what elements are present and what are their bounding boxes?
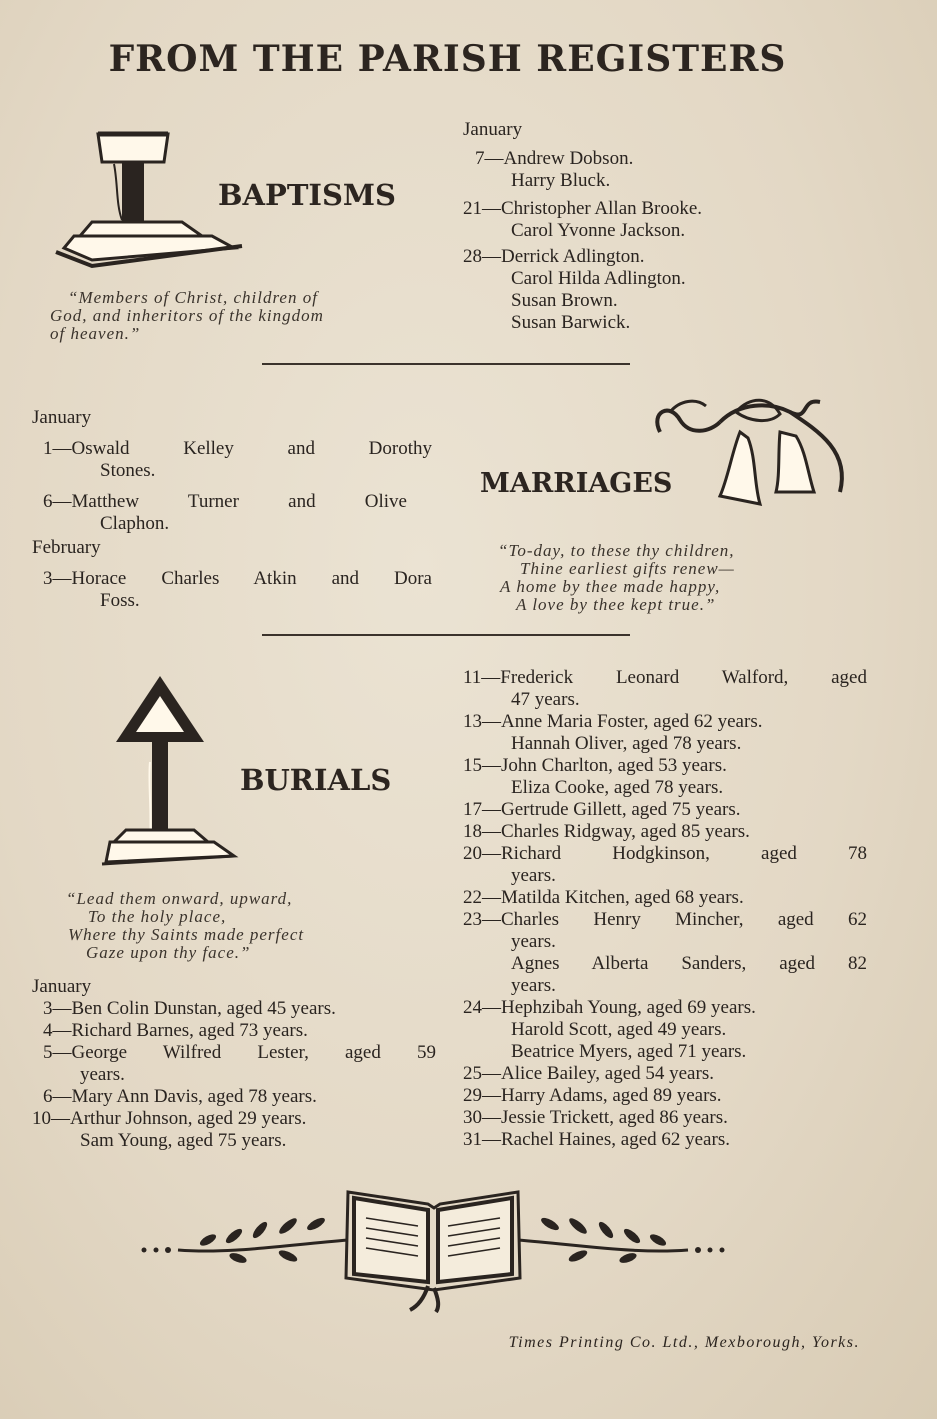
- marriages-list: [32, 407, 432, 612]
- entry-text: Beatrice Myers, aged 71 years.: [511, 1041, 747, 1062]
- entry-text: 25—Alice Bailey, aged 54 years.: [463, 1063, 714, 1084]
- burials-list-right: [463, 667, 867, 1151]
- list-item: [32, 568, 432, 590]
- entry-text: years.: [80, 1064, 125, 1085]
- entry-text: 1—Oswald Kelley and Dorothy: [43, 438, 432, 459]
- list-item: [463, 733, 867, 755]
- list-item: [32, 1042, 436, 1064]
- entry-text: 11—Frederick Leonard Walford, aged: [463, 667, 867, 688]
- marriages-month: February: [32, 537, 101, 558]
- burials-verse-line: Where thy Saints made perfect: [68, 925, 305, 944]
- baptisms-heading: BAPTISMS: [218, 178, 396, 212]
- entry-text: 3—Ben Colin Dunstan, aged 45 years.: [43, 998, 336, 1019]
- list-item: [463, 931, 867, 953]
- entry-text: 24—Hephzibah Young, aged 69 years.: [463, 997, 756, 1018]
- baptisms-list: [463, 119, 863, 334]
- entry-text: 18—Charles Ridgway, aged 85 years.: [463, 821, 750, 842]
- entry-name: Carol Hilda Adlington.: [511, 268, 686, 289]
- list-item: [32, 438, 432, 460]
- list-item: [32, 1086, 436, 1108]
- list-item: [463, 198, 863, 220]
- burials-month: January: [32, 976, 92, 997]
- baptisms-verse-line: of heaven.”: [50, 324, 141, 343]
- list-item: [463, 799, 867, 821]
- list-item: [463, 1063, 867, 1085]
- entry-name: Susan Barwick.: [511, 312, 631, 333]
- marriages-heading: MARRIAGES: [480, 468, 673, 499]
- entry-day: 28—: [463, 246, 501, 267]
- list-item: [463, 821, 867, 843]
- marriages-verse-line: A home by thee made happy,: [500, 577, 721, 596]
- marriages-verse-line: A love by thee kept true.”: [516, 595, 716, 614]
- list-item: [32, 998, 436, 1020]
- list-item: [463, 865, 867, 887]
- entry-text: 20—Richard Hodgkinson, aged 78: [463, 843, 867, 864]
- entry-text: Agnes Alberta Sanders, aged 82: [511, 953, 867, 974]
- entry-text: 31—Rachel Haines, aged 62 years.: [463, 1129, 730, 1150]
- list-item: [463, 1085, 867, 1107]
- list-item: [463, 887, 867, 909]
- list-item: [463, 268, 863, 290]
- list-item: [463, 711, 867, 733]
- list-item: [463, 689, 867, 711]
- list-item: [32, 491, 407, 513]
- list-item: [463, 755, 867, 777]
- list-item: [463, 1019, 867, 1041]
- list-item: [463, 246, 863, 268]
- baptisms-verse-line: “Members of Christ, children of: [68, 288, 318, 307]
- list-item: [463, 997, 867, 1019]
- list-item: [463, 220, 863, 242]
- list-item: [32, 1064, 436, 1086]
- entry-text: Harold Scott, aged 49 years.: [511, 1019, 727, 1040]
- list-item: [463, 290, 863, 312]
- entry-text: Foss.: [100, 590, 140, 611]
- entry-text: Claphon.: [100, 513, 170, 534]
- entry-text: years.: [511, 865, 556, 886]
- entry-text: 29—Harry Adams, aged 89 years.: [463, 1085, 722, 1106]
- burials-verse-line: “Lead them onward, upward,: [66, 889, 293, 908]
- list-item: [32, 1130, 436, 1152]
- list-item: [463, 312, 863, 334]
- list-item: [463, 170, 863, 192]
- entry-text: 3—Horace Charles Atkin and Dora: [43, 568, 432, 589]
- section-divider: [262, 363, 630, 365]
- marriages-month: January: [32, 407, 92, 428]
- section-divider: [262, 634, 630, 636]
- entry-day: 7—: [475, 148, 504, 169]
- list-item: [463, 909, 867, 931]
- printer-imprint: Times Printing Co. Ltd., Mexborough, Yorks.: [508, 1334, 860, 1351]
- burials-verse: [66, 890, 416, 962]
- entry-text: Stones.: [100, 460, 156, 481]
- page-title: FROM THE PARISH REGISTERS: [108, 38, 787, 80]
- list-item: [463, 1129, 867, 1151]
- burials-verse-line: Gaze upon thy face.”: [86, 943, 251, 962]
- baptisms-verse: [50, 289, 420, 343]
- list-item: [32, 1108, 436, 1130]
- entry-text: years.: [511, 931, 556, 952]
- entry-name: Harry Bluck.: [511, 170, 611, 191]
- burials-list-left: [32, 976, 436, 1152]
- list-item: [463, 777, 867, 799]
- entry-text: 5—George Wilfred Lester, aged 59: [43, 1042, 436, 1063]
- open-book-ornament: [138, 1178, 728, 1313]
- list-item: [463, 953, 867, 975]
- list-item: [32, 1020, 436, 1042]
- list-item: [463, 1107, 867, 1129]
- list-item: [463, 1041, 867, 1063]
- list-item: [32, 590, 432, 612]
- entry-name: Christopher Allan Brooke.: [501, 198, 703, 219]
- marriages-verse: [496, 542, 856, 614]
- entry-name: Derrick Adlington.: [501, 246, 645, 267]
- baptisms-verse-line: God, and inheritors of the kingdom: [50, 306, 324, 325]
- entry-name: Susan Brown.: [511, 290, 618, 311]
- entry-text: 47 years.: [511, 689, 580, 710]
- entry-day: 21—: [463, 198, 501, 219]
- entry-text: 6—Mary Ann Davis, aged 78 years.: [43, 1086, 317, 1107]
- list-item: [32, 513, 432, 535]
- entry-text: Eliza Cooke, aged 78 years.: [511, 777, 724, 798]
- entry-text: 4—Richard Barnes, aged 73 years.: [43, 1020, 308, 1041]
- list-item: [463, 667, 867, 689]
- list-item: [463, 843, 867, 865]
- burials-verse-line: To the holy place,: [88, 907, 227, 926]
- marriages-verse-line: “To-day, to these thy children,: [498, 541, 735, 560]
- entry-text: 15—John Charlton, aged 53 years.: [463, 755, 727, 776]
- entry-name: Carol Yvonne Jackson.: [511, 220, 686, 241]
- entry-text: 6—Matthew Turner and Olive: [43, 491, 407, 512]
- wedding-bells-icon: [650, 392, 860, 520]
- list-item: [32, 460, 432, 482]
- entry-text: Hannah Oliver, aged 78 years.: [511, 733, 742, 754]
- burials-heading: BURIALS: [240, 763, 392, 797]
- cross-icon: [100, 672, 240, 872]
- entry-name: Andrew Dobson.: [503, 148, 634, 169]
- entry-text: 13—Anne Maria Foster, aged 62 years.: [463, 711, 763, 732]
- list-item: [463, 148, 863, 170]
- marriages-verse-line: Thine earliest gifts renew—: [520, 559, 735, 578]
- entry-text: Sam Young, aged 75 years.: [80, 1130, 287, 1151]
- entry-text: 23—Charles Henry Mincher, aged 62: [463, 909, 867, 930]
- list-item: [463, 975, 867, 997]
- entry-text: years.: [511, 975, 556, 996]
- entry-text: 17—Gertrude Gillett, aged 75 years.: [463, 799, 741, 820]
- entry-text: 22—Matilda Kitchen, aged 68 years.: [463, 887, 744, 908]
- entry-text: 10—Arthur Johnson, aged 29 years.: [32, 1108, 307, 1129]
- entry-text: 30—Jessie Trickett, aged 86 years.: [463, 1107, 728, 1128]
- baptisms-month: January: [463, 119, 523, 140]
